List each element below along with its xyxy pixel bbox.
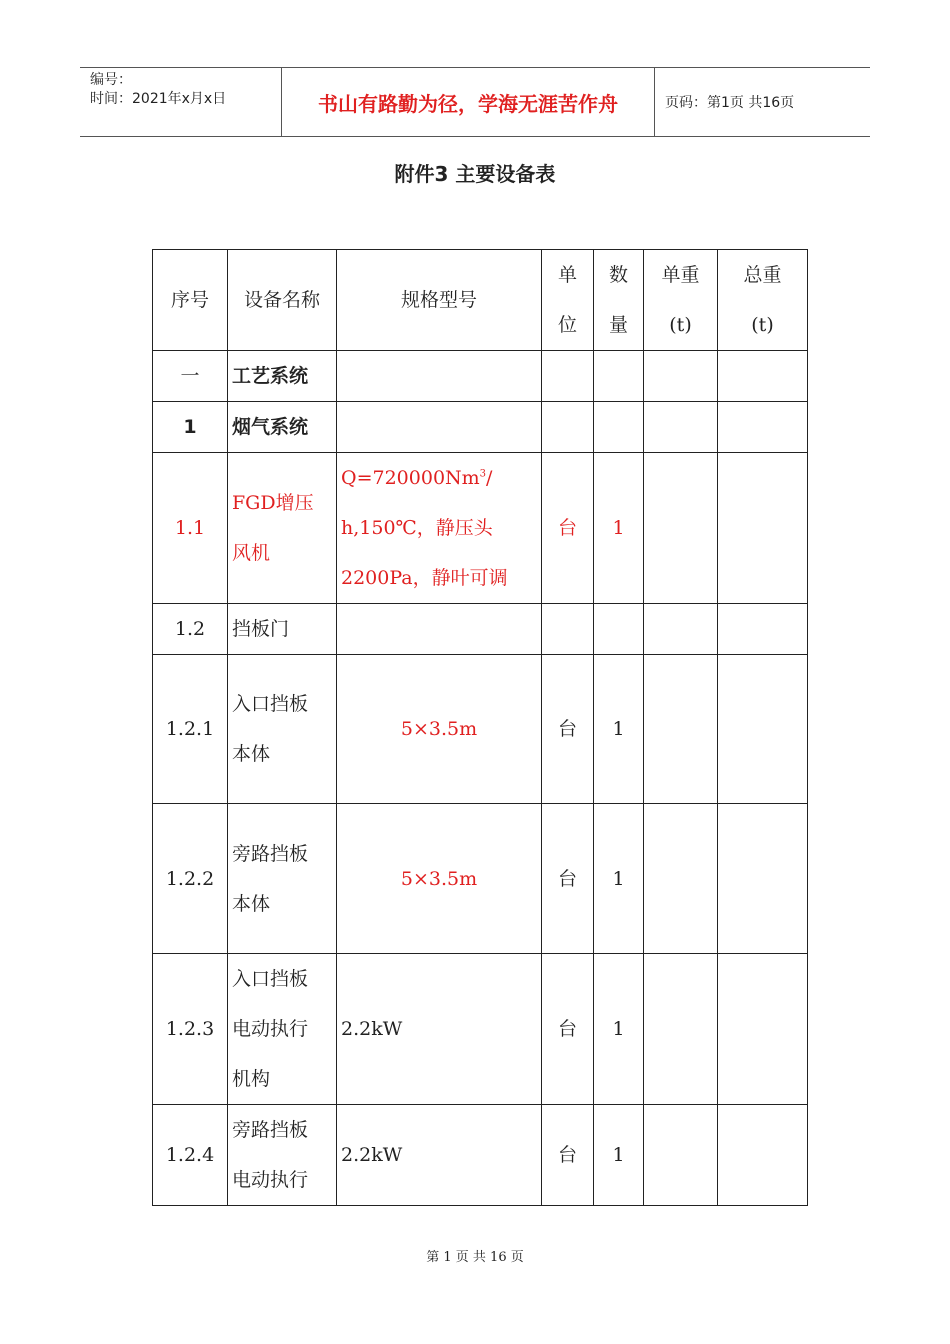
row-spec	[337, 604, 542, 655]
row-qty: 1	[594, 453, 644, 604]
page-header	[80, 67, 870, 137]
row-spec: 2.2kW	[337, 1105, 542, 1206]
row-total-weight	[718, 1105, 808, 1206]
document-title: 附件3 主要设备表	[394, 162, 556, 186]
row-name-line: 入口挡板	[232, 968, 309, 990]
header-unit-line2: 位	[557, 314, 577, 336]
header-total-weight-line2: (t)	[751, 314, 774, 336]
row-name: 工艺系统	[228, 351, 337, 402]
row-qty: 1	[594, 1105, 644, 1206]
row-qty	[594, 351, 644, 402]
row-seq: 1.1	[153, 453, 228, 604]
row-unit	[542, 604, 594, 655]
row-spec: 5×3.5m	[337, 655, 542, 804]
table-header-row	[153, 250, 808, 351]
row-spec-line: 2200Pa，静叶可调	[341, 567, 508, 589]
row-qty	[594, 604, 644, 655]
row-spec: 5×3.5m	[337, 804, 542, 954]
table-row	[153, 954, 808, 1105]
row-unit: 台	[542, 804, 594, 954]
row-total-weight	[718, 402, 808, 453]
row-name-line: 电动执行	[232, 1018, 309, 1040]
row-seq: 一	[153, 351, 228, 402]
header-meta	[80, 68, 282, 136]
row-qty: 1	[594, 954, 644, 1105]
header-page-info: 页码：第1页 共16页	[665, 95, 795, 111]
row-unit: 台	[542, 954, 594, 1105]
header-unit-line1: 单	[557, 264, 577, 286]
table-row	[153, 804, 808, 954]
row-total-weight	[718, 655, 808, 804]
row-seq: 1.2.4	[153, 1105, 228, 1206]
table-row	[153, 655, 808, 804]
row-name	[228, 655, 337, 804]
row-spec-slash: /	[486, 467, 493, 489]
row-total-weight	[718, 453, 808, 604]
row-unit-weight	[644, 604, 718, 655]
row-qty: 1	[594, 655, 644, 804]
header-qty-line1: 数	[608, 264, 628, 286]
row-unit: 台	[542, 655, 594, 804]
row-name-line: 旁路挡板	[232, 842, 309, 865]
code-label: 编号：	[90, 72, 132, 88]
header-total-weight	[718, 250, 808, 351]
equipment-table	[152, 249, 808, 1206]
header-total-weight-line1: 总重	[743, 264, 782, 286]
row-name	[228, 804, 337, 954]
row-unit-weight	[644, 351, 718, 402]
header-name: 设备名称	[228, 250, 337, 351]
row-qty	[594, 402, 644, 453]
table-row	[153, 453, 808, 604]
page-footer: 第 1 页 共 16 页	[426, 1250, 524, 1265]
row-unit	[542, 402, 594, 453]
row-name: 挡板门	[228, 604, 337, 655]
row-name-line: 入口挡板	[232, 693, 309, 715]
row-name-line: 风机	[232, 542, 271, 564]
row-seq: 1.2.3	[153, 954, 228, 1105]
table-row	[153, 1105, 808, 1206]
row-unit-weight	[644, 453, 718, 604]
header-unit-weight-line2: (t)	[669, 314, 692, 336]
table-row	[153, 402, 808, 453]
row-name	[228, 453, 337, 604]
row-total-weight	[718, 604, 808, 655]
row-seq: 1.2.1	[153, 655, 228, 804]
row-seq: 1.2.2	[153, 804, 228, 954]
row-name-line: 电动执行	[232, 1169, 309, 1191]
row-qty: 1	[594, 804, 644, 954]
row-name: 烟气系统	[228, 402, 337, 453]
time-label: 时间：2021年x月x日	[90, 91, 227, 107]
row-name-line: 旁路挡板	[232, 1119, 309, 1141]
row-seq: 1	[153, 402, 228, 453]
row-name-line: 本体	[232, 892, 271, 915]
row-spec: 2.2kW	[337, 954, 542, 1105]
table-row	[153, 604, 808, 655]
row-total-weight	[718, 804, 808, 954]
row-spec-superscript: 3	[479, 468, 487, 480]
table-row	[153, 351, 808, 402]
header-qty-line2: 量	[608, 314, 628, 336]
row-total-weight	[718, 954, 808, 1105]
header-spec: 规格型号	[337, 250, 542, 351]
row-unit: 台	[542, 1105, 594, 1206]
row-name-line: FGD增压	[232, 492, 314, 514]
row-total-weight	[718, 351, 808, 402]
row-spec	[337, 402, 542, 453]
header-seq: 序号	[153, 250, 228, 351]
row-unit-weight	[644, 804, 718, 954]
row-unit-weight	[644, 655, 718, 804]
row-spec-line: h,150℃，静压头	[341, 517, 493, 539]
row-unit-weight	[644, 1105, 718, 1206]
row-name	[228, 954, 337, 1105]
header-unit	[542, 250, 594, 351]
row-seq: 1.2	[153, 604, 228, 655]
row-spec-text: Q=720000Nm	[341, 467, 480, 489]
row-name	[228, 1105, 337, 1206]
row-spec	[337, 453, 542, 604]
row-name-line: 本体	[232, 743, 271, 765]
row-spec	[337, 351, 542, 402]
row-unit-weight	[644, 954, 718, 1105]
row-unit: 台	[542, 453, 594, 604]
row-name-line: 机构	[232, 1068, 271, 1090]
header-qty	[594, 250, 644, 351]
row-unit	[542, 351, 594, 402]
row-unit-weight	[644, 402, 718, 453]
row-spec-line	[341, 453, 537, 503]
header-unit-weight	[644, 250, 718, 351]
header-unit-weight-line1: 单重	[661, 264, 700, 286]
header-motto: 书山有路勤为径，学海无涯苦作舟	[282, 68, 655, 136]
